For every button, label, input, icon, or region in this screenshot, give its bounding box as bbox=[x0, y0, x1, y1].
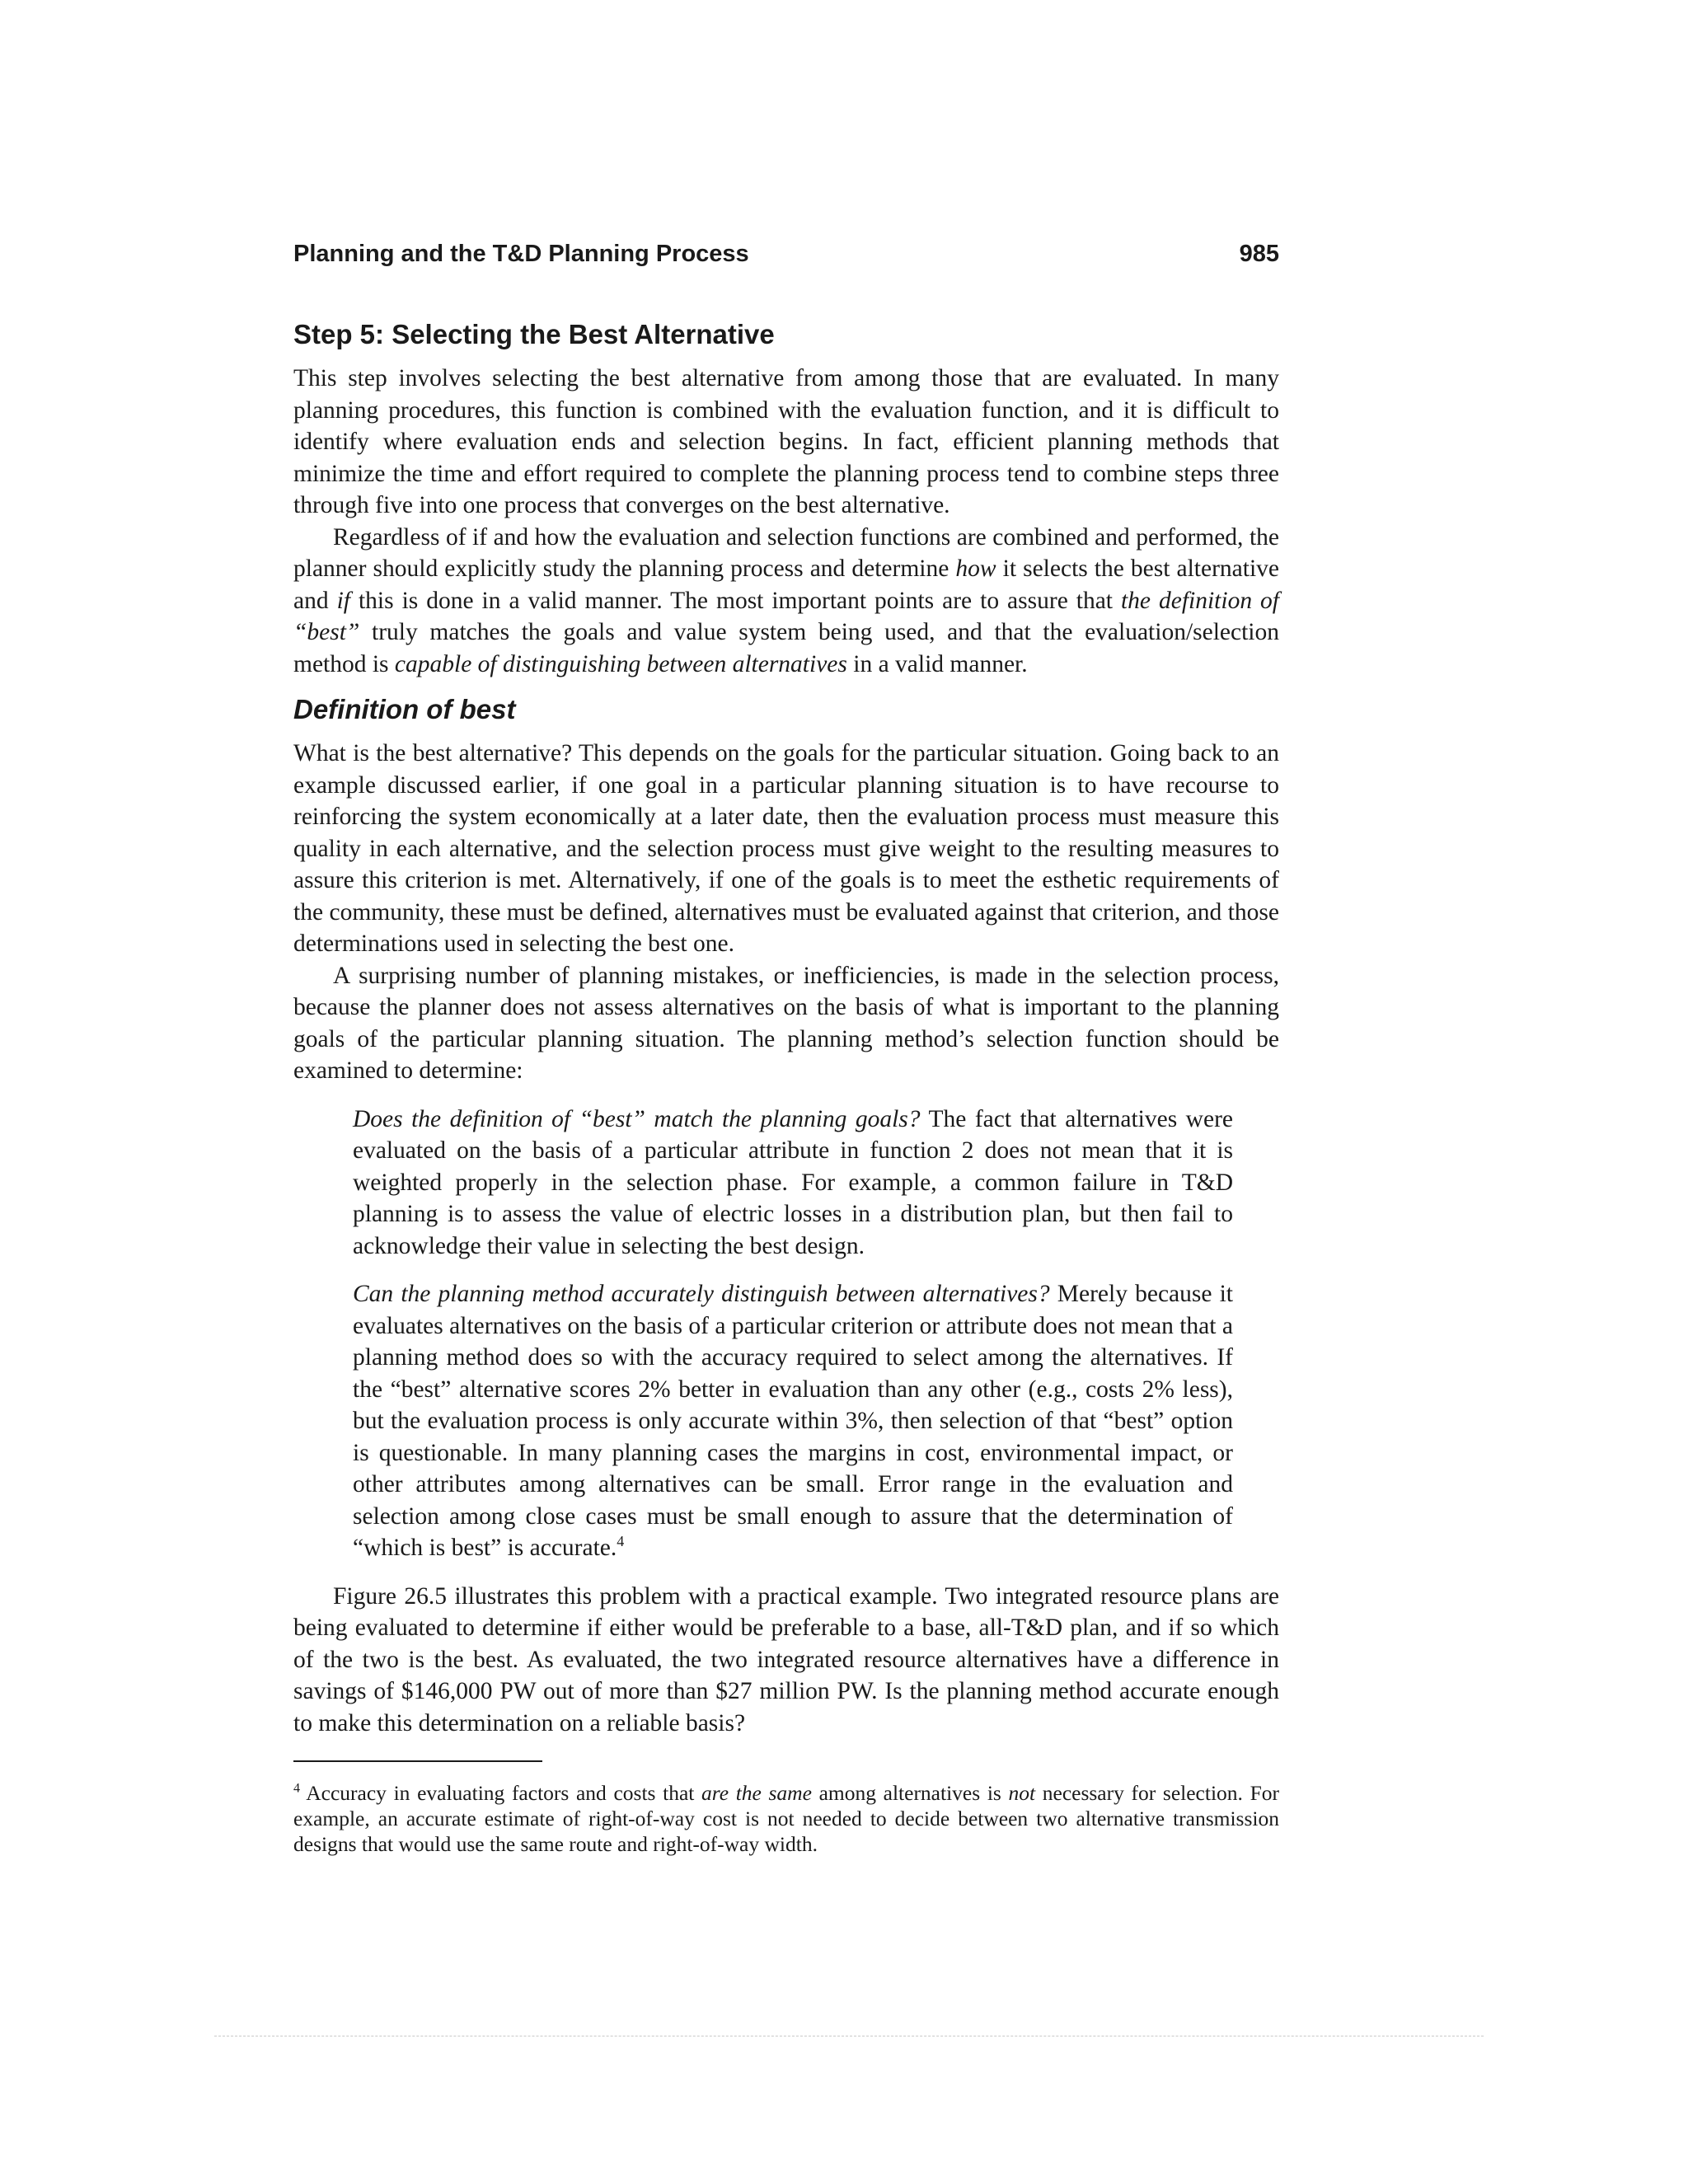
page-body bbox=[293, 318, 1279, 1857]
footnote: $^4$ Accuracy in evaluating factors and costs that are the same among alternatives is not necessary for selection. For example, an accurate estimate of right-of-way cost is not needed to decide between two alternative transmission designs that would use the same route and right-of-way width. bbox=[293, 1781, 1279, 1856]
criterion-2-text: Merely because it evaluates alternatives on the basis of a particular criterion or attribute does not mean that a planning method does so with the accuracy required to select among the alternatives. If the “best” alternative scores 2% better in evaluation than any other (e.g., costs 2% less), but the evaluation process is only accurate within 3%, then selection of that “best” option is questionable. In many planning cases the margins in cost, environmental impact, or other attributes among alternatives can be small. Error range in the evaluation and selection among close cases must be small enough to assure that the determination of “which is best” is accurate. bbox=[353, 1281, 1234, 1561]
subsection-heading: Definition of best bbox=[293, 694, 516, 724]
footnote-separator bbox=[293, 1760, 542, 1762]
page-number: 985 bbox=[1239, 241, 1279, 267]
criterion-2-lead: Can the planning method accurately distinguish between alternatives? bbox=[353, 1281, 1050, 1307]
criteria-block bbox=[353, 1104, 1233, 1564]
running-header bbox=[293, 239, 1279, 269]
section-paragraph-1: This step involves selecting the best alternative from among those that are evaluated. In many planning procedures, this function is combined with the evaluation function, and it is difficult to identify where evaluation ends and selection begins. In fact, efficient planning methods that minimize the time and effort required to complete the planning process tend to combine steps three through five into one process that converges on the best alternative. bbox=[293, 365, 1279, 518]
criterion-1-text: The fact that alternatives were evaluated on the basis of a particular attribute in function 2 does not mean that it is weighted properly in the selection phase. For example, a common failure in T&D planning is to assess the value of electric losses in a distribution plan, but then fail to acknowledge their value in selecting the best design. bbox=[353, 1105, 1233, 1259]
footnote-reference[interactable]: 4 bbox=[617, 1533, 625, 1550]
criterion-2 bbox=[353, 1278, 1233, 1564]
subsection-paragraph-3: Figure 26.5 illustrates this problem with a practical example. Two integrated resource plans are being evaluated to determine if either would be preferable to a base, all-T&D plan, and if so which of the two is the best. As evaluated, the two integrated resource alternatives have a difference in savings of $146,000 PW out of more than $27 million PW. Is the planning method accurate enough to make this determination on a reliable basis? bbox=[293, 1582, 1279, 1736]
criterion-1 bbox=[353, 1104, 1233, 1263]
section-heading: Step 5: Selecting the Best Alternative bbox=[293, 319, 775, 349]
running-title: Planning and the T&D Planning Process bbox=[293, 241, 749, 267]
footnote-number: 4 bbox=[293, 1781, 300, 1796]
section-paragraph-2: Regardless of if and how the evaluation and selection functions are combined and performed, the planner should explicitly study the planning process and determine how it selects the best alternative and if this is done in a valid manner. The most important points are to assure that the definition of “best” truly matches the goals and value system being used, and that the evaluation/selection method is capable of distinguishing between alternatives in a valid manner. bbox=[293, 523, 1280, 677]
subsection-paragraph-1: What is the best alternative? This depends on the goals for the particular situation. Going back to an example discussed earlier, if one goal in a particular planning situation is to have recourse to reinforcing the system economically at a later date, then the evaluation process must measure this quality in each alternative, and the selection process must give weight to the resulting measures to assure this criterion is met. Alternatively, if one of the goals is to meet the esthetic requirements of the community, these must be defined, alternatives must be evaluated against that criterion, and those determinations used in selecting the best one. bbox=[293, 740, 1279, 957]
subsection-paragraph-2: A surprising number of planning mistakes, or inefficiencies, is made in the selection process, because the planner does not assess alternatives on the basis of what is important to the planning goals of the particular planning situation. The planning method’s selection function should be examined to determine: bbox=[293, 962, 1279, 1084]
criterion-1-lead: Does the definition of “best” match the planning goals? bbox=[353, 1105, 921, 1132]
